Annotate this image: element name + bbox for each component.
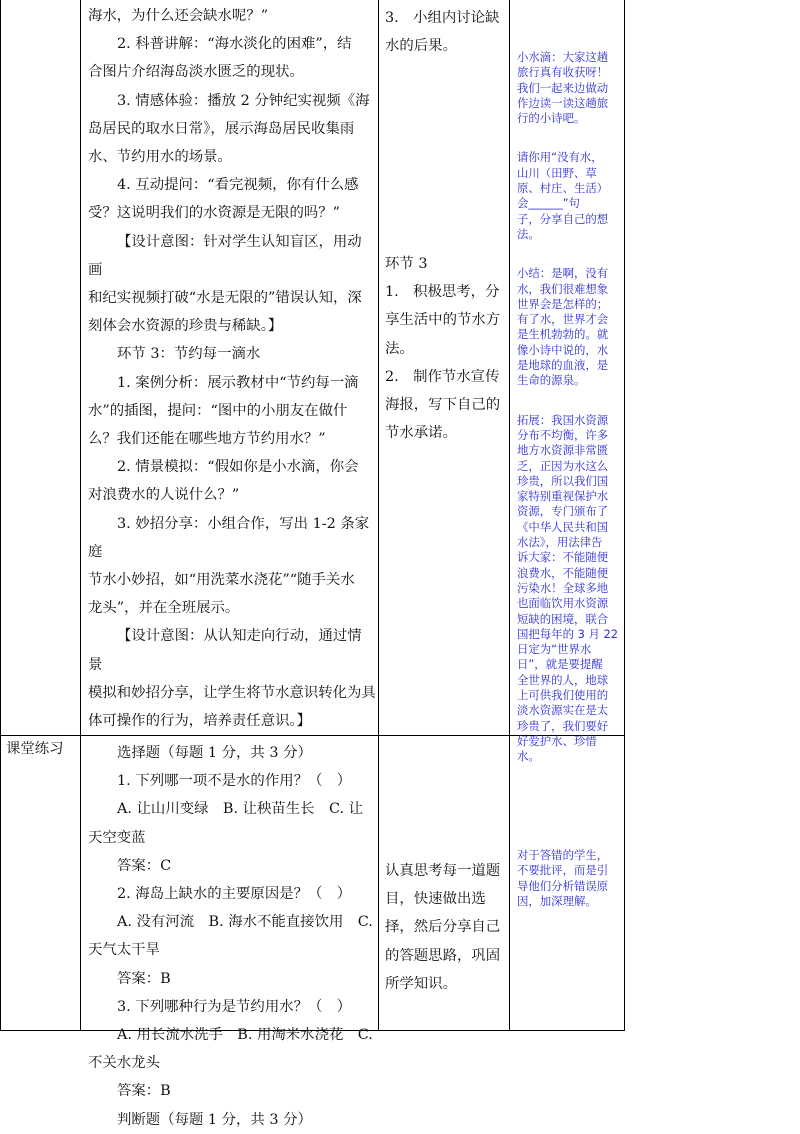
exercise-line: 答案：B	[117, 970, 171, 987]
text-line: 【设计意图：从认知走向行动，通过情景	[88, 628, 362, 673]
side-note-line: 浪费水，不能随便	[517, 565, 609, 580]
side-note-line: 有了水，世界才会	[517, 312, 609, 327]
exercise-line: 2. 海岛上缺水的主要原因是？（ ）	[117, 886, 352, 903]
text-line: 水、节约用水的场景。	[88, 149, 232, 166]
side-note-line: 山川（田野、草	[517, 165, 597, 180]
side-note-line: 不要批评，而是引	[517, 863, 609, 878]
side-note-line: 分布不均衡，许多	[517, 427, 609, 442]
text-line: 合图片介绍海岛淡水匮乏的现状。	[88, 64, 304, 81]
activity-line: 择，然后分享自己	[385, 919, 501, 936]
text-line: 受？这说明我们的水资源是无限的吗？”	[88, 205, 340, 222]
exercise-line: 答案：B	[117, 1083, 171, 1100]
activity-line: 1. 积极思考，分	[385, 284, 500, 301]
exercise-line: 天气太干旱	[88, 942, 160, 959]
side-note-line: 淡水资源实在是太	[517, 703, 609, 718]
side-note-line: 污染水！全球多地	[517, 580, 609, 595]
side-note-line: 子，分享自己的想	[517, 211, 609, 226]
text-line: 2. 情景模拟：“假如你是小水滴，你会	[117, 459, 359, 476]
side-note-line: 法。	[517, 226, 540, 241]
activity-discussion	[385, 4, 507, 60]
exercise-note-cell	[517, 848, 621, 909]
text-line: 模拟和妙招分享，让学生将节水意识转化为具	[88, 684, 376, 701]
text-line: 龙头”，并在全班展示。	[88, 600, 240, 617]
side-note-line: 小水滴：大家这趟	[517, 50, 609, 64]
exercise-cell	[88, 739, 376, 1134]
side-note-line: 是生机勃勃的。就	[517, 327, 609, 342]
exercise-line: 答案：C	[117, 857, 172, 874]
text-line: 么？我们还能在哪些地方节约用水？”	[88, 431, 326, 448]
side-note-line: 全世界的人，地球	[517, 672, 609, 687]
side-note-line: 作边读一读这趟旅	[517, 95, 609, 110]
activity-line: 水的后果。	[385, 38, 457, 55]
exercise-activity-cell	[385, 857, 507, 998]
side-note-line: 珍贵了，我们要好	[517, 718, 609, 733]
side-note-line: 水法》，用法律告	[517, 535, 603, 550]
side-note-line: 也面临饮用水资源	[517, 596, 609, 611]
side-note-line: 日”，就是要提醒	[517, 657, 603, 672]
exercise-line: 选择题（每题 1 分，共 3 分）	[117, 745, 312, 761]
side-note-line: 诉大家：不能随便	[517, 550, 609, 565]
exercise-line: A. 让山川变绿 B. 让秧苗生长 C. 让	[117, 801, 363, 818]
side-note-block	[517, 266, 621, 388]
side-note-line: 水，我们很难想象	[517, 281, 609, 296]
exercise-line: 判断题（每题 1 分，共 3 分）	[117, 1111, 312, 1128]
text-line: 【设计意图：针对学生认知盲区，用动画	[88, 233, 362, 278]
side-note-line: 好爱护水、珍惜	[517, 733, 597, 748]
text-line: 海水，为什么还会缺水呢？”	[88, 8, 269, 24]
table-divider-2	[378, 0, 379, 1031]
exercise-line: A. 用长流水洗手 B. 用淘米水浇花 C.	[117, 1027, 373, 1044]
activity-line: 海报，写下自己的	[385, 397, 501, 414]
side-note-line: 像小诗中说的，水	[517, 342, 609, 357]
text-line: 4. 互动提问：“看完视频，你有什么感	[117, 177, 359, 194]
side-note-line: 国把每年的 3 月 22	[517, 626, 618, 641]
table-border-right	[624, 0, 625, 1031]
design-notes-cell	[517, 50, 621, 764]
activity-line: 享生活中的节水方	[385, 312, 501, 329]
side-note-line: 请你用“没有水，	[517, 150, 603, 165]
side-note-block	[517, 150, 621, 242]
exercise-line: 天空变蓝	[88, 829, 146, 846]
table-divider-3	[509, 0, 510, 1031]
side-note-line: 生命的源泉。	[517, 373, 586, 388]
side-note-line: 珍贵，所以我们国	[517, 473, 609, 488]
teaching-process-cell	[88, 2, 376, 735]
exercise-line: 1. 下列哪一项不是水的作用？（ ）	[117, 773, 352, 790]
side-note-line: 地方水资源非常匮	[517, 443, 609, 458]
activity-line: 认真思考每一道题	[385, 863, 501, 879]
side-note-line: 旅行真有收获呀！	[517, 65, 609, 80]
side-note-line: 乏，正因为水这么	[517, 458, 609, 473]
activity-line: 环节 3	[385, 256, 428, 272]
table-divider-1	[80, 0, 81, 1031]
side-note-line: 因，加深理解。	[517, 893, 597, 908]
student-activity-cell	[385, 4, 507, 442]
text-line: 1. 案例分析：展示教材中“节约每一滴	[117, 374, 359, 391]
side-note-line: 是地球的血液，是	[517, 358, 609, 373]
side-note-line: 世界会是怎样的；	[517, 296, 609, 311]
activity-line: 所学知识。	[385, 975, 457, 992]
row-label	[6, 739, 78, 759]
activity-line: 节水承诺。	[385, 425, 457, 442]
row-label-text: 课堂练习	[6, 741, 64, 757]
activity-line: 目，快速做出选	[385, 891, 486, 908]
exercise-line: A. 没有河流 B. 海水不能直接饮用 C.	[117, 914, 373, 931]
side-note-line: 我们一起来边做动	[517, 80, 609, 95]
text-line: 对浪费水的人说什么？”	[88, 487, 240, 504]
text-line: 3. 妙招分享：小组合作，写出 1-2 条家庭	[88, 515, 370, 560]
side-note-line: 原、村庄、生活）	[517, 181, 609, 196]
exercise-line: 不关水龙头	[88, 1055, 160, 1072]
activity-line: 2. 制作节水宣传	[385, 368, 500, 385]
text-line: 和纪实视频打破“水是无限的”错误认知，深	[88, 290, 362, 307]
exercise-line: 3. 下列哪种行为是节约用水？（ ）	[117, 998, 352, 1015]
side-note-block	[517, 50, 621, 126]
text-line: 3. 情感体验：播放 2 分钟纪实视频《海	[117, 92, 370, 109]
side-note-line: 拓展：我国水资源	[517, 412, 609, 427]
side-note-line: 资源，专门颁布了	[517, 504, 609, 519]
side-note-line: 上可供我们使用的	[517, 687, 609, 702]
activity-line: 的答题思路，巩固	[385, 947, 501, 964]
side-note-line: 导他们分析错误原	[517, 878, 609, 893]
activity-line: 法。	[385, 340, 414, 357]
text-line: 节水小妙招，如“用洗菜水浇花”“随手关水	[88, 572, 355, 589]
side-note-line: 水。	[517, 749, 540, 764]
side-note-line: 短缺的困境，联合	[517, 611, 609, 626]
text-line: 刻体会水资源的珍贵与稀缺。】	[88, 318, 283, 335]
text-line: 环节 3：节约每一滴水	[117, 346, 261, 363]
text-line: 水”的插图，提问：“图中的小朋友在做什	[88, 402, 348, 419]
side-note-line: 行的小诗吧。	[517, 111, 586, 126]
side-note-line: 会______”句	[517, 196, 580, 211]
side-note-line: 日定为“世界水	[517, 642, 592, 657]
side-note-line: 《中华人民共和国	[517, 519, 609, 534]
activity-link-3	[385, 250, 507, 447]
side-note-line: 家特别重视保护水	[517, 489, 609, 504]
activity-line: 3. 小组内讨论缺	[385, 10, 500, 26]
text-line: 岛居民的取水日常》，展示海岛居民收集雨	[88, 120, 355, 137]
side-note-block	[517, 413, 621, 765]
table-border-left	[0, 0, 1, 1031]
side-note-line: 对于答错的学生，	[517, 848, 609, 862]
text-line: 2. 科普讲解：“海水淡化的困难”，结	[117, 36, 352, 53]
side-note-line: 小结：是啊，没有	[517, 266, 609, 281]
text-line: 体可操作的行为，培养责任意识。】	[88, 713, 312, 730]
